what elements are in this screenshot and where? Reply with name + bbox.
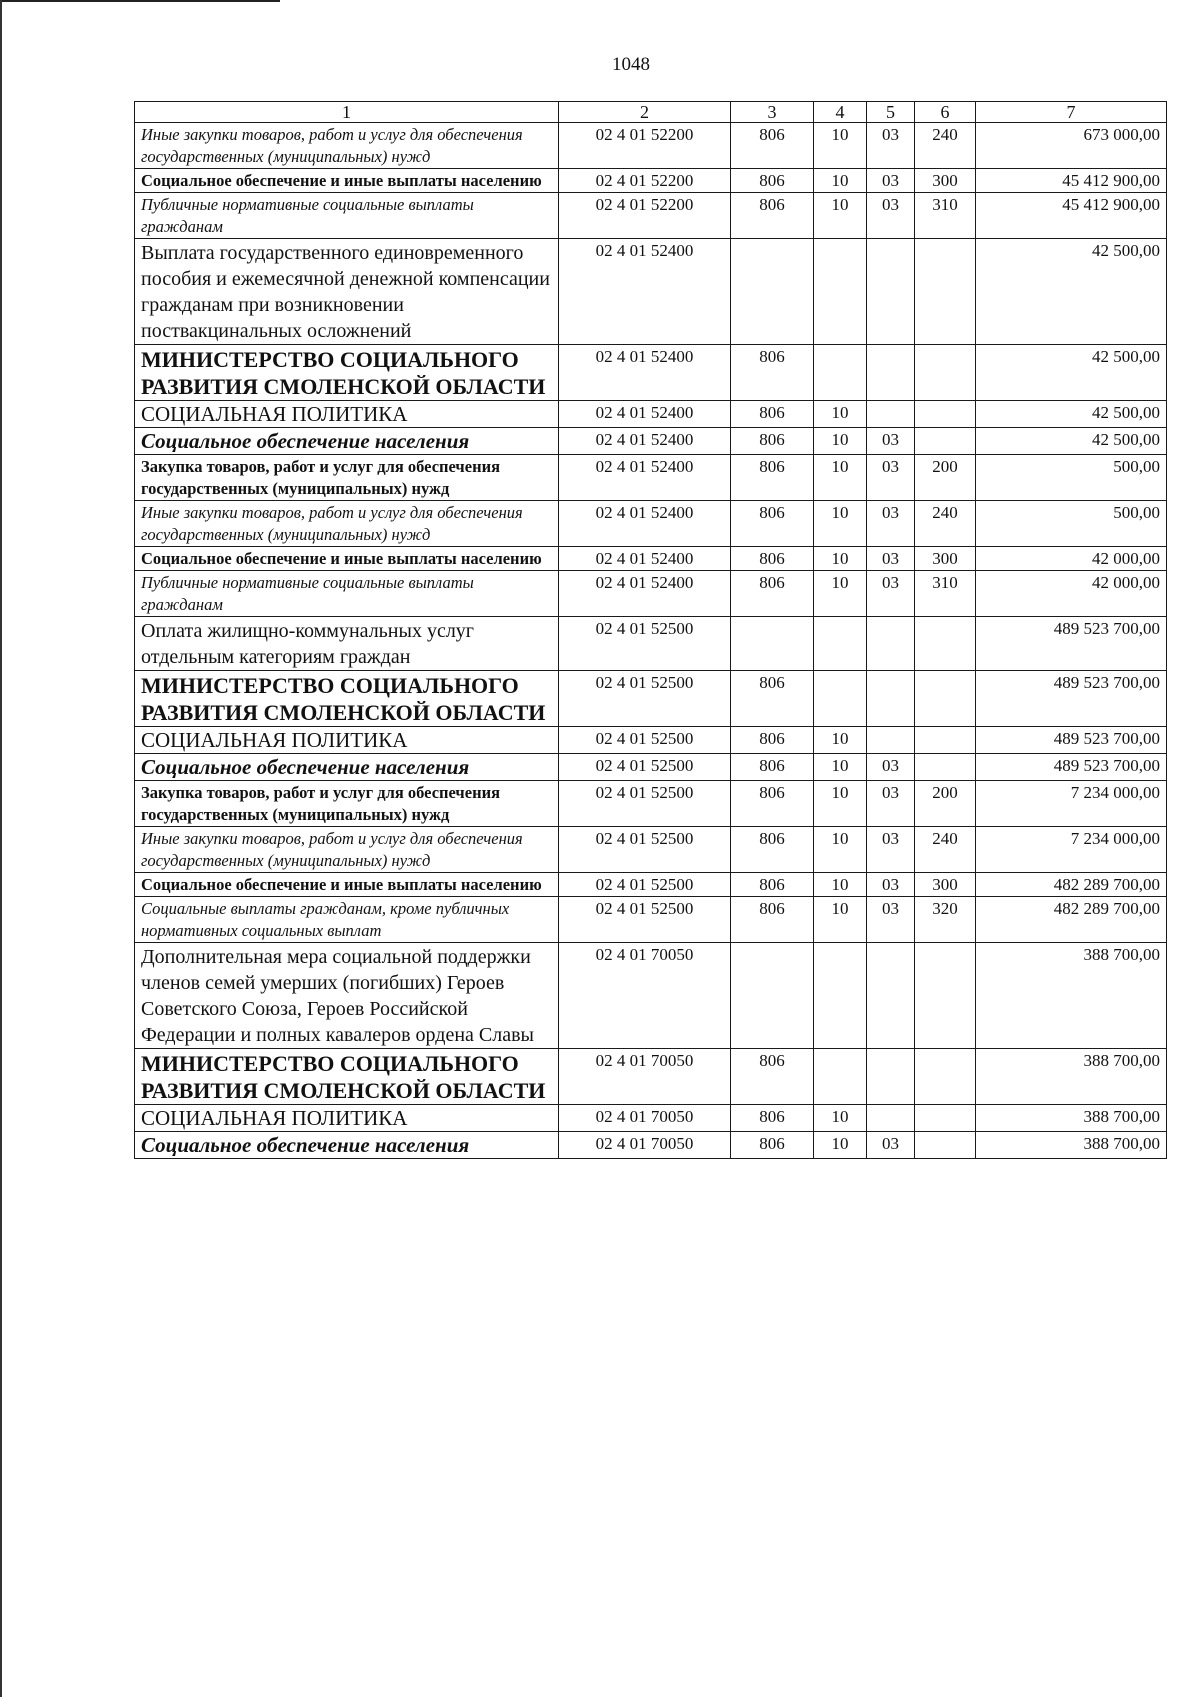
table-row [135,873,1167,897]
row-target-code: 02 4 01 52500 [559,754,731,781]
row-name-text: Дополнительная мера социальной поддержки членов семей умерших (погибших) Героев Советского Союза, Героев Российской Федерации и полных кавалеров ордена Славы [141,946,534,1046]
row-target-code: 02 4 01 70050 [559,1105,731,1132]
row-section-code: 10 [814,401,867,428]
row-department-code: 806 [731,754,814,781]
row-section-code: 10 [814,1132,867,1159]
row-department-code [731,943,814,1049]
row-name [135,754,559,781]
row-name-text: Публичные нормативные социальные выплаты гражданам [141,573,474,614]
row-target-code: 02 4 01 52500 [559,727,731,754]
row-amount: 42 000,00 [976,547,1167,571]
row-name-text: Иные закупки товаров, работ и услуг для обеспечения государственных (муниципальных) нужд [141,125,523,166]
row-name [135,501,559,547]
scan-border-left [0,0,2,1697]
row-name [135,671,559,727]
row-name-text: МИНИСТЕРСТВО СОЦИАЛЬНОГО РАЗВИТИЯ СМОЛЕНСКОЙ ОБЛАСТИ [141,347,546,399]
header-col-4: 4 [814,102,867,123]
row-expense-type: 200 [915,455,976,501]
row-department-code [731,239,814,345]
row-section-code: 10 [814,193,867,239]
row-target-code: 02 4 01 70050 [559,943,731,1049]
row-expense-type: 300 [915,547,976,571]
header-col-1: 1 [135,102,559,123]
row-subsection-code: 03 [867,501,915,547]
table-row [135,455,1167,501]
row-amount: 489 523 700,00 [976,754,1167,781]
row-target-code: 02 4 01 52500 [559,671,731,727]
row-target-code: 02 4 01 52500 [559,827,731,873]
header-col-5: 5 [867,102,915,123]
row-expense-type: 300 [915,169,976,193]
table-row [135,781,1167,827]
row-subsection-code: 03 [867,827,915,873]
row-subsection-code [867,1049,915,1105]
row-amount: 42 500,00 [976,428,1167,455]
row-target-code: 02 4 01 52400 [559,239,731,345]
row-amount: 388 700,00 [976,943,1167,1049]
table-row [135,345,1167,401]
row-expense-type: 240 [915,123,976,169]
row-amount: 42 500,00 [976,345,1167,401]
row-amount: 489 523 700,00 [976,671,1167,727]
row-expense-type [915,727,976,754]
row-name-text: Социальное обеспечение и иные выплаты населению [141,549,542,568]
row-target-code: 02 4 01 52400 [559,345,731,401]
row-expense-type: 240 [915,827,976,873]
row-expense-type: 320 [915,897,976,943]
budget-table [134,101,1167,1159]
row-target-code: 02 4 01 52200 [559,193,731,239]
row-expense-type [915,401,976,428]
row-name-text: Социальное обеспечение и иные выплаты населению [141,875,542,894]
row-expense-type [915,1105,976,1132]
row-name [135,193,559,239]
table-row [135,428,1167,455]
row-expense-type [915,239,976,345]
row-department-code: 806 [731,547,814,571]
header-col-2: 2 [559,102,731,123]
row-department-code: 806 [731,781,814,827]
row-name [135,873,559,897]
row-department-code: 806 [731,193,814,239]
row-name-text: Иные закупки товаров, работ и услуг для обеспечения государственных (муниципальных) нужд [141,829,523,870]
table-row [135,501,1167,547]
row-section-code: 10 [814,501,867,547]
table-row [135,943,1167,1049]
row-expense-type [915,754,976,781]
header-col-3: 3 [731,102,814,123]
row-name [135,827,559,873]
table-row [135,1105,1167,1132]
row-target-code: 02 4 01 52200 [559,123,731,169]
row-amount: 489 523 700,00 [976,617,1167,671]
table-row [135,571,1167,617]
row-department-code: 806 [731,455,814,501]
row-target-code: 02 4 01 52400 [559,547,731,571]
row-amount: 7 234 000,00 [976,781,1167,827]
row-amount: 673 000,00 [976,123,1167,169]
row-target-code: 02 4 01 52400 [559,501,731,547]
row-expense-type [915,1132,976,1159]
row-section-code: 10 [814,571,867,617]
row-section-code: 10 [814,727,867,754]
row-amount: 482 289 700,00 [976,897,1167,943]
row-amount: 388 700,00 [976,1049,1167,1105]
row-expense-type [915,428,976,455]
header-col-6: 6 [915,102,976,123]
row-subsection-code: 03 [867,455,915,501]
row-department-code: 806 [731,727,814,754]
row-section-code: 10 [814,873,867,897]
row-name [135,401,559,428]
row-name [135,617,559,671]
row-subsection-code [867,345,915,401]
row-amount: 388 700,00 [976,1132,1167,1159]
row-subsection-code [867,1105,915,1132]
row-expense-type: 200 [915,781,976,827]
row-amount: 45 412 900,00 [976,193,1167,239]
row-expense-type: 310 [915,571,976,617]
row-section-code: 10 [814,781,867,827]
row-section-code [814,671,867,727]
row-subsection-code: 03 [867,428,915,455]
row-target-code: 02 4 01 70050 [559,1132,731,1159]
row-department-code: 806 [731,401,814,428]
row-department-code: 806 [731,671,814,727]
row-target-code: 02 4 01 52500 [559,617,731,671]
row-name [135,727,559,754]
row-name [135,345,559,401]
row-expense-type [915,617,976,671]
row-section-code: 10 [814,754,867,781]
row-expense-type: 310 [915,193,976,239]
row-amount: 45 412 900,00 [976,169,1167,193]
row-target-code: 02 4 01 52400 [559,428,731,455]
row-department-code: 806 [731,897,814,943]
row-name [135,123,559,169]
row-department-code: 806 [731,1105,814,1132]
table-body [135,123,1167,1159]
row-name-text: МИНИСТЕРСТВО СОЦИАЛЬНОГО РАЗВИТИЯ СМОЛЕНСКОЙ ОБЛАСТИ [141,1051,546,1103]
row-subsection-code: 03 [867,547,915,571]
row-department-code: 806 [731,873,814,897]
row-section-code: 10 [814,547,867,571]
row-subsection-code: 03 [867,571,915,617]
table-row [135,617,1167,671]
row-department-code: 806 [731,1049,814,1105]
header-row [135,102,1167,123]
row-expense-type [915,1049,976,1105]
row-name-text: Социальные выплаты гражданам, кроме публичных нормативных социальных выплат [141,899,510,940]
table-row [135,239,1167,345]
page-number: 1048 [612,54,650,75]
row-section-code [814,943,867,1049]
row-name [135,547,559,571]
row-name-text: МИНИСТЕРСТВО СОЦИАЛЬНОГО РАЗВИТИЯ СМОЛЕНСКОЙ ОБЛАСТИ [141,673,546,725]
row-name [135,455,559,501]
row-name-text: Оплата жилищно-коммунальных услуг отдельным категориям граждан [141,620,475,668]
row-name [135,1132,559,1159]
row-section-code: 10 [814,428,867,455]
row-expense-type: 300 [915,873,976,897]
table-row [135,169,1167,193]
table-row [135,671,1167,727]
table-row [135,193,1167,239]
row-amount: 489 523 700,00 [976,727,1167,754]
row-amount: 388 700,00 [976,1105,1167,1132]
row-target-code: 02 4 01 52500 [559,873,731,897]
row-name-text: Социальное обеспечение населения [141,1133,470,1157]
row-department-code: 806 [731,169,814,193]
row-section-code: 10 [814,827,867,873]
table-row [135,547,1167,571]
row-department-code: 806 [731,571,814,617]
row-name-text: Публичные нормативные социальные выплаты гражданам [141,195,474,236]
row-target-code: 02 4 01 52400 [559,571,731,617]
table-row [135,727,1167,754]
row-department-code: 806 [731,123,814,169]
row-subsection-code: 03 [867,897,915,943]
row-amount: 42 500,00 [976,401,1167,428]
row-section-code: 10 [814,455,867,501]
row-department-code [731,617,814,671]
row-name-text: Иные закупки товаров, работ и услуг для обеспечения государственных (муниципальных) нужд [141,503,523,544]
row-subsection-code: 03 [867,754,915,781]
row-name-text: Социальное обеспечение и иные выплаты населению [141,171,542,190]
row-target-code: 02 4 01 52200 [559,169,731,193]
row-amount: 7 234 000,00 [976,827,1167,873]
row-subsection-code [867,943,915,1049]
row-section-code: 10 [814,897,867,943]
table-row [135,827,1167,873]
row-target-code: 02 4 01 52500 [559,781,731,827]
table-row [135,1132,1167,1159]
row-name [135,571,559,617]
row-department-code: 806 [731,428,814,455]
row-subsection-code [867,401,915,428]
row-name-text: СОЦИАЛЬНАЯ ПОЛИТИКА [141,402,408,426]
row-department-code: 806 [731,345,814,401]
row-section-code: 10 [814,123,867,169]
table-row [135,123,1167,169]
table-row [135,401,1167,428]
header-col-7: 7 [976,102,1167,123]
row-name [135,239,559,345]
row-name [135,943,559,1049]
row-subsection-code [867,671,915,727]
row-name [135,169,559,193]
row-amount: 500,00 [976,501,1167,547]
row-amount: 482 289 700,00 [976,873,1167,897]
row-subsection-code: 03 [867,873,915,897]
row-target-code: 02 4 01 52500 [559,897,731,943]
row-expense-type [915,345,976,401]
row-section-code [814,345,867,401]
row-section-code: 10 [814,1105,867,1132]
row-target-code: 02 4 01 52400 [559,401,731,428]
row-subsection-code: 03 [867,781,915,827]
row-name [135,1105,559,1132]
row-name [135,897,559,943]
row-section-code [814,1049,867,1105]
row-name [135,1049,559,1105]
row-subsection-code: 03 [867,1132,915,1159]
scan-border-top [0,0,280,2]
row-target-code: 02 4 01 52400 [559,455,731,501]
row-name-text: Социальное обеспечение населения [141,755,470,779]
row-department-code: 806 [731,827,814,873]
row-section-code [814,239,867,345]
table-row [135,897,1167,943]
table-row [135,754,1167,781]
row-name-text: Выплата государственного единовременного пособия и ежемесячной денежной компенсации гражданам при возникновении поствакцинальных осложнений [141,242,550,342]
row-section-code: 10 [814,169,867,193]
row-target-code: 02 4 01 70050 [559,1049,731,1105]
row-name-text: Закупка товаров, работ и услуг для обеспечения государственных (муниципальных) нужд [141,783,501,824]
row-expense-type: 240 [915,501,976,547]
row-subsection-code: 03 [867,169,915,193]
row-section-code [814,617,867,671]
row-subsection-code [867,617,915,671]
row-name [135,428,559,455]
row-name-text: Закупка товаров, работ и услуг для обеспечения государственных (муниципальных) нужд [141,457,501,498]
row-expense-type [915,943,976,1049]
row-department-code: 806 [731,501,814,547]
row-name-text: СОЦИАЛЬНАЯ ПОЛИТИКА [141,1106,408,1130]
row-expense-type [915,671,976,727]
row-amount: 42 500,00 [976,239,1167,345]
row-name [135,781,559,827]
row-amount: 42 000,00 [976,571,1167,617]
row-subsection-code: 03 [867,193,915,239]
row-department-code: 806 [731,1132,814,1159]
row-name-text: Социальное обеспечение населения [141,429,470,453]
row-name-text: СОЦИАЛЬНАЯ ПОЛИТИКА [141,728,408,752]
row-subsection-code: 03 [867,123,915,169]
row-subsection-code [867,727,915,754]
table-row [135,1049,1167,1105]
row-amount: 500,00 [976,455,1167,501]
row-subsection-code [867,239,915,345]
